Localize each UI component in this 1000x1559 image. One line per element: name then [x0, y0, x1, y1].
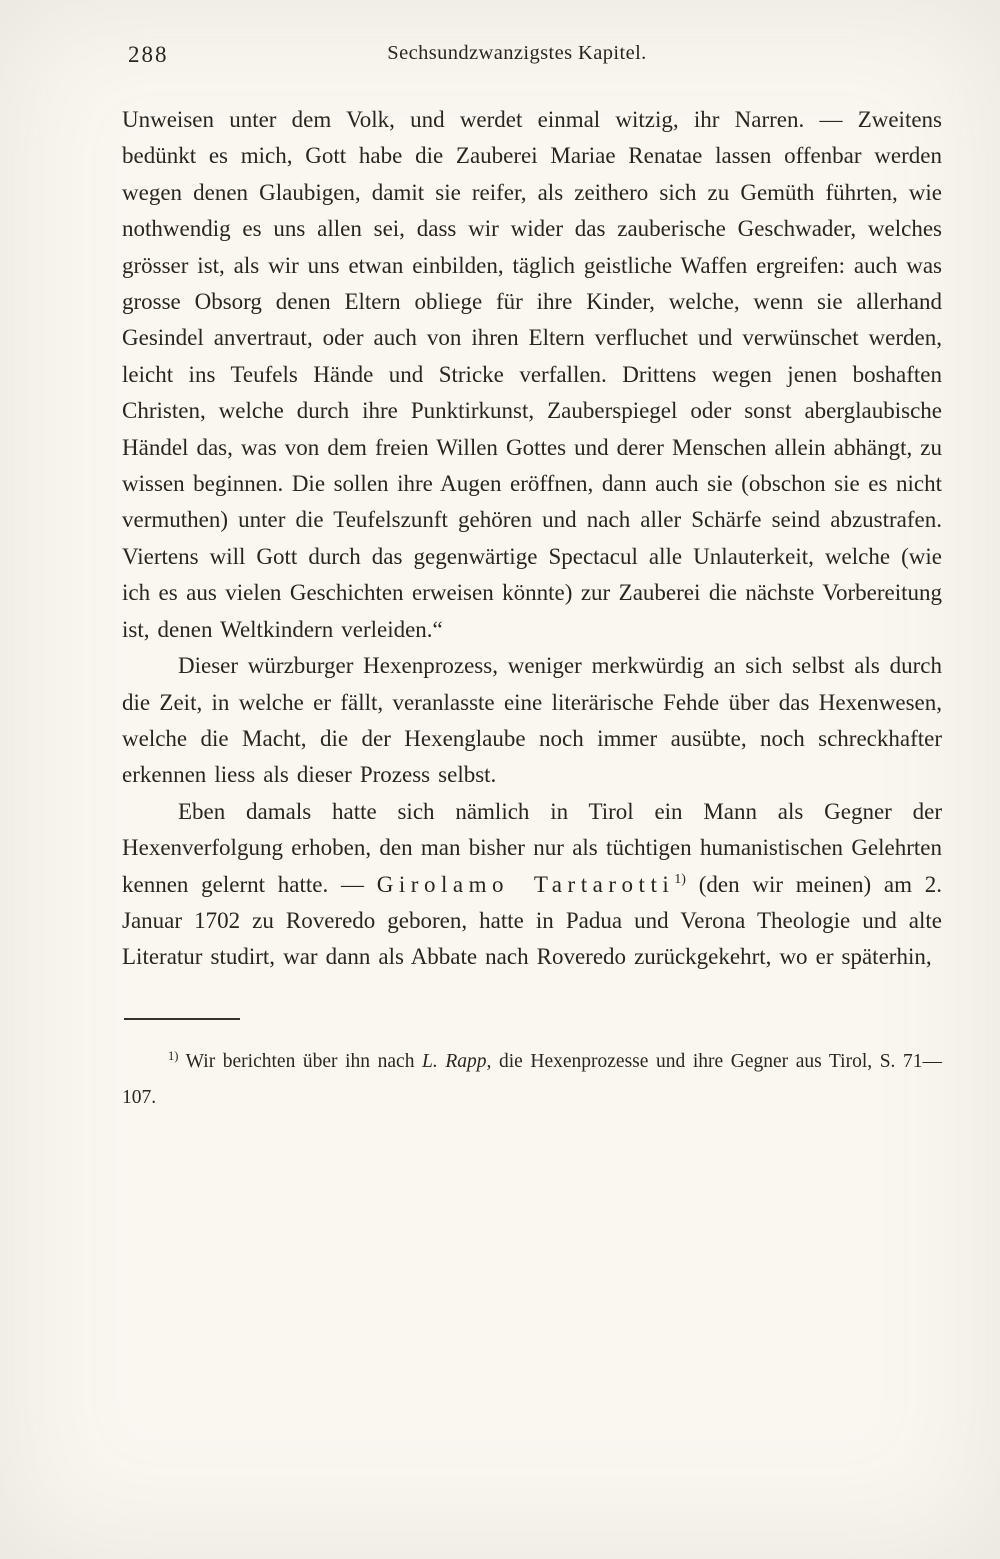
paragraph-hexenprozess: Dieser würzburger Hexenprozess, weniger merkwürdig an sich selbst als durch die Zeit, in welche er fällt, veranlasste eine literärische Fehde über das Hexenwesen, welche die Macht, die der Hexenglaube noch immer ausübte, noch schreckhafter erkennen liess als dieser Prozess selbst. — [122, 653, 942, 788]
page-header — [122, 40, 942, 72]
chapter-header: Sechsundzwanzigstes Kapitel. — [387, 42, 647, 64]
person-name-tartarotti: Girolamo Tartarotti — [376, 871, 675, 897]
footnote-reference-marker: 1) — [674, 871, 686, 887]
paragraph-tartarotti-text-before: Eben damals hatte sich nämlich in Tirol ein Mann als Gegner der Hexenverfolgung erhoben, den man bisher nur als tüchtigen humanistischen Gelehrten kennen gelernt hatte. — — [122, 798, 942, 897]
paragraph-tartarotti-text-after: (den wir meinen) am 2. Januar 1702 zu Roveredo geboren, hatte in Padua und Verona Theologie und alte Literatur studirt, war dann als Abbate nach Roveredo zurückgekehrt, wo er späterhin, — [122, 871, 942, 970]
footnote-area — [122, 1018, 942, 1116]
footnote-reference-author: L. Rapp, — [422, 1050, 492, 1072]
footnote-number: 1) — [168, 1048, 179, 1063]
paragraph-tartarotti — [122, 794, 942, 976]
footnote — [122, 1044, 942, 1116]
footnote-text-after: die Hexenprozesse und ihre Gegner aus Tirol, S. 71—107. — [122, 1050, 943, 1108]
footnote-text-before: Wir berichten über ihn nach — [178, 1050, 423, 1072]
paragraph-quotation: Unweisen unter dem Volk, und werdet einmal witzig, ihr Narren. — Zweitens bedünkt es mich, Gott habe die Zauberei Mariae Renatae lassen offenbar werden wegen denen Glaubigen, damit sie reifer, als zeithero sich zu Gemüth führten, wie nothwendig es uns allen sei, dass wir wider das zauberische Geschwader, welches grösser ist, als wir uns etwan einbilden, täglich geistliche Waffen ergreifen: auch was grosse Obsorg denen Eltern obliege für ihre Kinder, welche, wenn sie allerhand Gesindel anvertraut, oder auch von ihren Eltern verfluchet und verwünschet werden, leicht ins Teufels Hände und Stricke verfallen. Drittens wegen jenen boshaften Christen, welche durch ihre Punktirkunst, Zauberspiegel oder sonst aberglaubische Händel das, was von dem freien Willen Gottes und derer Menschen allein abhängt, zu wissen beginnen. Die sollen ihre Augen eröffnen, dann auch sie (obschon sie es nicht vermuthen) unter die Teufelszunft gehören und nach aller Schärfe seind abzustrafen. Viertens will Gott durch das gegenwärtige Spectacul alle Unlauterkeit, welche (wie ich es aus vielen Geschichten erweisen könnte) zur Zauberei die nächste Vorbereitung ist, denen Weltkindern verleiden.“ — [122, 107, 942, 642]
footnote-rule — [124, 1018, 240, 1020]
body-text — [122, 102, 942, 976]
page-number: 288 — [128, 42, 169, 67]
